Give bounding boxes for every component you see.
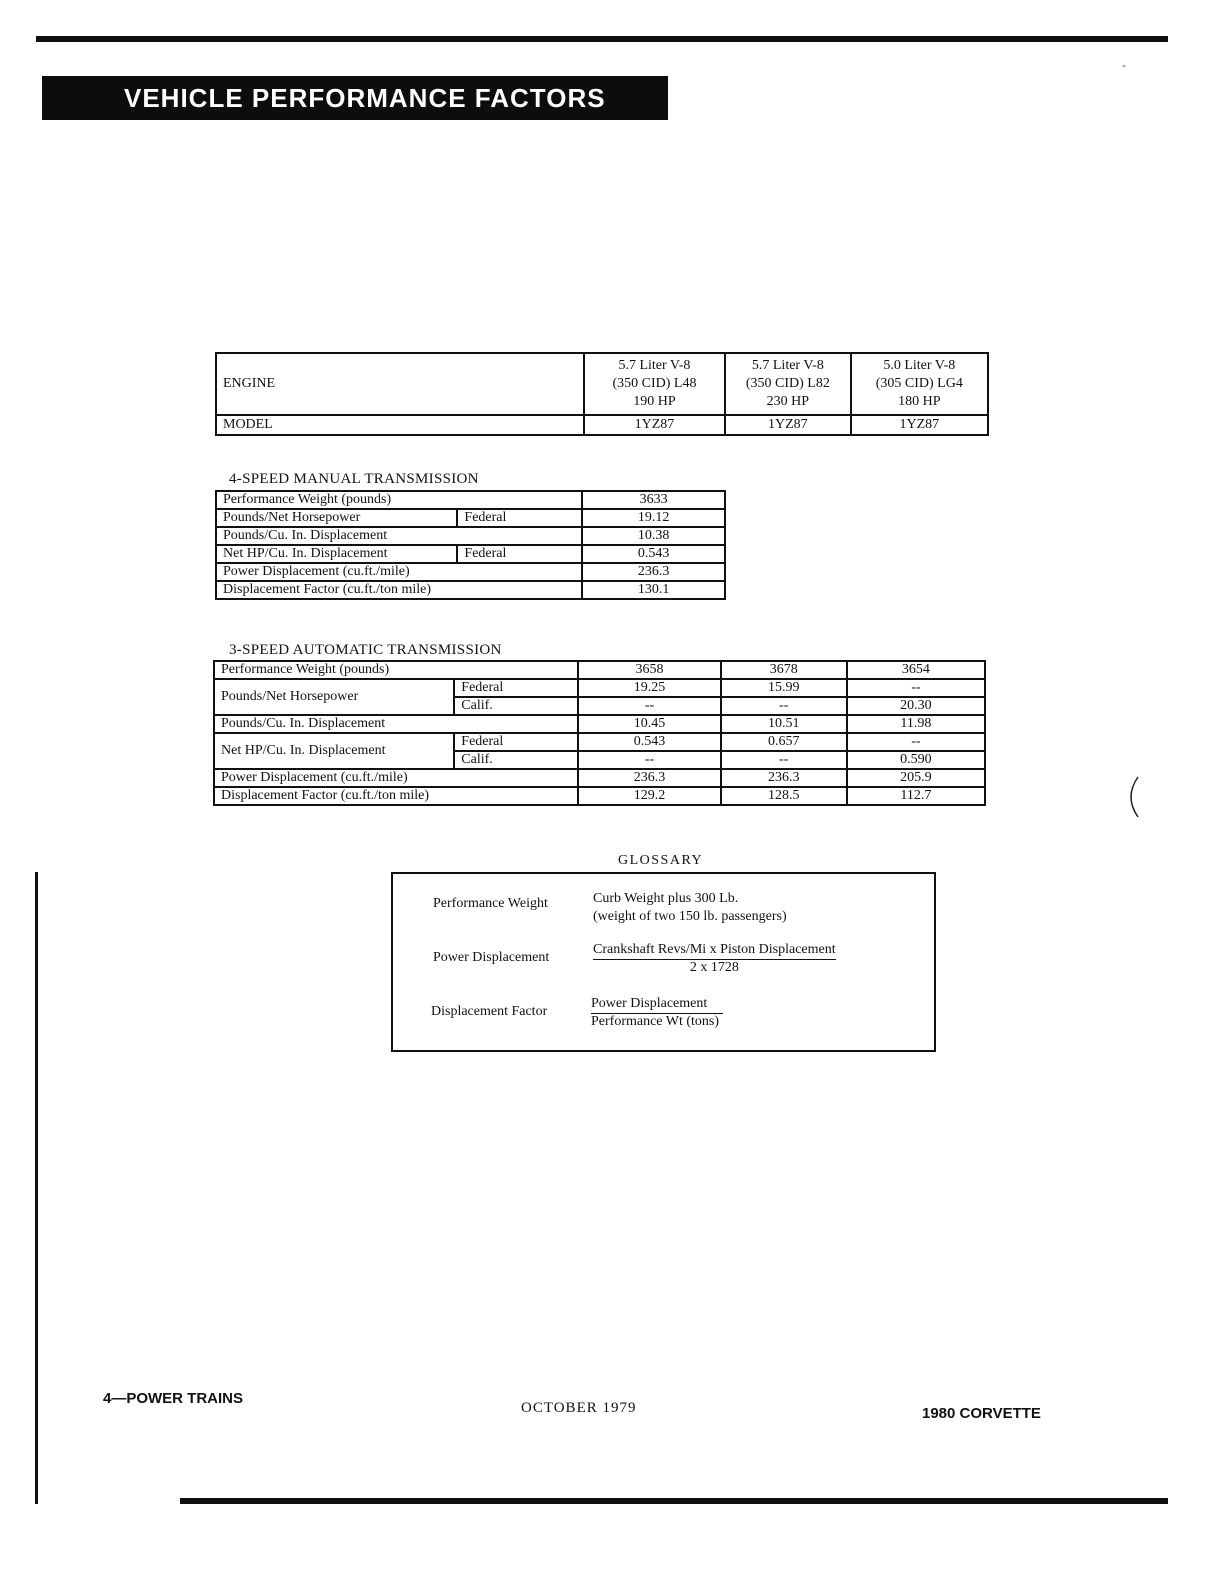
row-sublabel: Calif. (454, 751, 578, 769)
table-row (214, 787, 985, 805)
row-value: 129.2 (578, 787, 720, 805)
row-value: 19.25 (578, 679, 720, 697)
model-label: MODEL (216, 415, 584, 435)
row-value: 112.7 (847, 787, 985, 805)
engine-column-2: 5.7 Liter V-8 (350 CID) L82 230 HP (725, 353, 850, 415)
row-value: -- (578, 751, 720, 769)
row-value: 3633 (582, 491, 725, 509)
model-value: 1YZ87 (584, 415, 725, 435)
row-value: 205.9 (847, 769, 985, 787)
row-value: 10.38 (582, 527, 725, 545)
table-row (214, 733, 985, 751)
row-label: Performance Weight (pounds) (216, 491, 582, 509)
model-row (216, 415, 988, 435)
glossary-formula (593, 942, 836, 976)
row-label: Pounds/Net Horsepower (214, 679, 454, 715)
engine-label: ENGINE (216, 353, 584, 415)
page-title-banner: VEHICLE PERFORMANCE FACTORS (42, 76, 668, 120)
row-sublabel: Federal (457, 509, 582, 527)
row-label: Net HP/Cu. In. Displacement (214, 733, 454, 769)
row-value: 15.99 (721, 679, 847, 697)
glossary-title: GLOSSARY (618, 853, 704, 868)
row-label: Displacement Factor (cu.ft./ton mile) (216, 581, 582, 599)
engine-table (215, 352, 989, 436)
formula-numerator: Power Displacement (591, 996, 723, 1014)
row-value: 0.543 (582, 545, 725, 563)
top-rule (36, 36, 1168, 42)
table-row (216, 581, 725, 599)
row-sublabel: Federal (457, 545, 582, 563)
row-value: -- (847, 733, 985, 751)
model-value: 1YZ87 (725, 415, 850, 435)
manual-section-title: 4-SPEED MANUAL TRANSMISSION (229, 471, 479, 487)
row-label: Pounds/Net Horsepower (216, 509, 457, 527)
table-row (214, 769, 985, 787)
glossary-term: Performance Weight (433, 896, 548, 911)
table-row (216, 509, 725, 527)
row-value: 19.12 (582, 509, 725, 527)
footer-section: 4—POWER TRAINS (103, 1390, 244, 1407)
scan-mark (1120, 775, 1144, 819)
formula-numerator: Crankshaft Revs/Mi x Piston Displacement (593, 942, 836, 960)
row-value: 128.5 (721, 787, 847, 805)
engine-row (216, 353, 988, 415)
row-value: 3678 (721, 661, 847, 679)
row-sublabel: Calif. (454, 697, 578, 715)
formula-denominator: Performance Wt (tons) (591, 1014, 720, 1029)
automatic-table (213, 660, 986, 806)
glossary-term: Power Displacement (433, 950, 550, 965)
footer-date: OCTOBER 1979 (521, 1400, 637, 1416)
row-label: Pounds/Cu. In. Displacement (216, 527, 582, 545)
footer-title: 1980 CORVETTE (922, 1405, 1041, 1422)
row-value: 0.543 (578, 733, 720, 751)
row-sublabel: Federal (454, 733, 578, 751)
row-value: 20.30 (847, 697, 985, 715)
glossary-definition: Curb Weight plus 300 Lb. (weight of two 150 lb. passengers) (593, 891, 787, 924)
row-label: Displacement Factor (cu.ft./ton mile) (214, 787, 578, 805)
row-value: 10.51 (721, 715, 847, 733)
row-label: Performance Weight (pounds) (214, 661, 578, 679)
table-row (216, 527, 725, 545)
row-value: 0.590 (847, 751, 985, 769)
row-value: -- (578, 697, 720, 715)
manual-table (215, 490, 726, 600)
automatic-section-title: 3-SPEED AUTOMATIC TRANSMISSION (229, 642, 502, 658)
row-value: 3658 (578, 661, 720, 679)
glossary-box (391, 872, 936, 1052)
table-row (216, 563, 725, 581)
formula-denominator: 2 x 1728 (689, 960, 739, 975)
row-value: 10.45 (578, 715, 720, 733)
table-row (216, 491, 725, 509)
row-value: 236.3 (721, 769, 847, 787)
model-value: 1YZ87 (851, 415, 988, 435)
table-row (214, 679, 985, 697)
row-value: -- (721, 697, 847, 715)
row-value: 236.3 (582, 563, 725, 581)
row-value: 0.657 (721, 733, 847, 751)
left-rule (35, 872, 38, 1504)
row-sublabel: Federal (454, 679, 578, 697)
row-value: 236.3 (578, 769, 720, 787)
row-value: 11.98 (847, 715, 985, 733)
table-row (216, 545, 725, 563)
row-label: Pounds/Cu. In. Displacement (214, 715, 578, 733)
row-label: Power Displacement (cu.ft./mile) (216, 563, 582, 581)
row-value: 130.1 (582, 581, 725, 599)
engine-column-3: 5.0 Liter V-8 (305 CID) LG4 180 HP (851, 353, 988, 415)
row-value: 3654 (847, 661, 985, 679)
engine-column-1: 5.7 Liter V-8 (350 CID) L48 190 HP (584, 353, 725, 415)
row-label: Power Displacement (cu.ft./mile) (214, 769, 578, 787)
table-row (214, 715, 985, 733)
scan-mark: - (1122, 58, 1126, 72)
table-row (214, 661, 985, 679)
bottom-rule (180, 1498, 1168, 1504)
glossary-formula (591, 996, 723, 1030)
glossary-term: Displacement Factor (431, 1004, 548, 1019)
row-label: Net HP/Cu. In. Displacement (216, 545, 457, 563)
row-value: -- (721, 751, 847, 769)
row-value: -- (847, 679, 985, 697)
